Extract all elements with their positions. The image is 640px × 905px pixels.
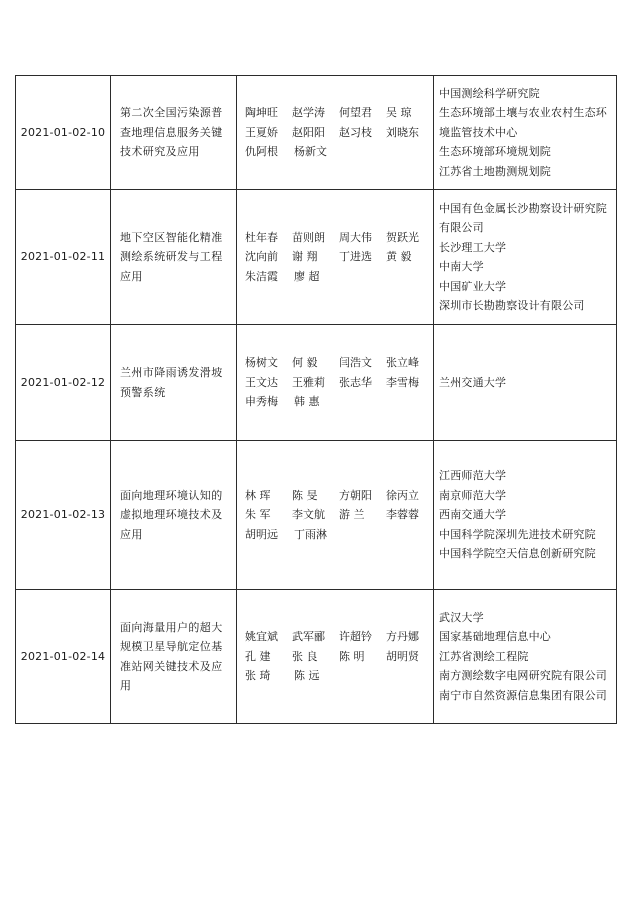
organization: 中国有色金属长沙勘察设计研究院有限公司 [439, 201, 607, 234]
completer-name: 杜年春 [245, 230, 278, 244]
completer-name: 何望君 [339, 106, 372, 120]
project-title: 面向海量用户的超大规模卫星导航定位基准站网关键技术及应用 [111, 590, 237, 724]
completer-name: 胡明远 [245, 527, 278, 541]
completers-line [245, 103, 433, 123]
completers-line [245, 228, 433, 248]
project-title: 地下空区智能化精准测绘系统研发与工程应用 [111, 190, 237, 325]
project-id: 2021-01-02-12 [16, 325, 111, 441]
completers-line [245, 267, 433, 287]
completer-name: 丁进选 [339, 250, 372, 264]
completer-name: 王夏娇 [245, 125, 278, 139]
project-id: 2021-01-02-11 [16, 190, 111, 325]
organizations-cell [434, 190, 617, 325]
completer-name: 陈 旻 [292, 488, 318, 502]
completers-cell [237, 590, 434, 724]
completer-name: 申秀梅 [245, 395, 278, 409]
organization: 深圳市长勘勘察设计有限公司 [439, 299, 585, 312]
completer-name: 徐丙立 [386, 488, 419, 502]
completer-name: 陈 远 [294, 669, 320, 683]
completer-name: 苗则朗 [292, 230, 325, 244]
completer-name: 仇阿根 [245, 145, 278, 159]
completers-cell [237, 76, 434, 190]
project-title: 第二次全国污染源普查地理信息服务关键技术研究及应用 [111, 76, 237, 190]
completer-name: 游 兰 [339, 508, 365, 522]
completer-name: 李蓉蓉 [386, 508, 419, 522]
completers-line [245, 505, 433, 525]
table-row [16, 76, 617, 190]
table-row [16, 590, 617, 724]
completer-name: 谢 翔 [292, 250, 318, 264]
completers-line [245, 666, 433, 686]
organization: 南京师范大学 [439, 488, 507, 502]
organization: 南宁市自然资源信息集团有限公司 [439, 688, 607, 702]
completers-line [245, 247, 433, 267]
completer-name: 胡明贤 [386, 649, 419, 663]
project-title: 兰州市降雨诱发滑坡预警系统 [111, 325, 237, 441]
completer-name: 沈向前 [245, 250, 278, 264]
completer-name: 张 良 [292, 649, 318, 663]
completer-name: 闫浩文 [339, 356, 372, 370]
completer-name: 王雅莉 [292, 375, 325, 389]
organizations-cell [434, 325, 617, 441]
completer-name: 赵学涛 [292, 106, 325, 120]
completers-line [245, 525, 433, 545]
completers-cell [237, 325, 434, 441]
completer-name: 赵习枝 [339, 125, 372, 139]
organization: 西南交通大学 [439, 508, 507, 522]
organization: 生态环境部土壤与农业农村生态环境监管技术中心 [439, 106, 607, 139]
organization: 中南大学 [439, 260, 484, 273]
completer-name: 朱洁霞 [245, 269, 278, 283]
completer-name: 孔 建 [245, 649, 271, 663]
completer-name: 李雪梅 [386, 375, 419, 389]
completer-name: 张 琦 [245, 669, 271, 683]
organizations-cell [434, 441, 617, 590]
organizations-cell [434, 76, 617, 190]
completer-name: 贺跃光 [386, 230, 419, 244]
completer-name: 吴 琼 [386, 106, 412, 120]
awards-table [15, 75, 617, 724]
organization: 国家基础地理信息中心 [439, 630, 551, 644]
completer-name: 武军郦 [292, 630, 325, 644]
completers-cell [237, 190, 434, 325]
project-id: 2021-01-02-10 [16, 76, 111, 190]
organization: 南方测绘数字电网研究院有限公司 [439, 669, 607, 683]
completer-name: 陶坤旺 [245, 106, 278, 120]
completer-name: 赵阳阳 [292, 125, 325, 139]
organization: 中国矿业大学 [439, 279, 507, 293]
completer-name: 何 毅 [292, 356, 318, 370]
completer-name: 林 珲 [245, 488, 271, 502]
project-id: 2021-01-02-13 [16, 441, 111, 590]
completers-line [245, 373, 433, 393]
completer-name: 王文达 [245, 375, 278, 389]
completer-name: 廖 超 [294, 269, 320, 283]
completer-name: 杨树文 [245, 356, 278, 370]
organization: 长沙理工大学 [439, 240, 507, 254]
completers-line [245, 627, 433, 647]
completer-name: 姚宜斌 [245, 630, 278, 644]
completer-name: 李文航 [292, 508, 325, 522]
completer-name: 刘晓东 [386, 125, 419, 139]
completers-cell [237, 441, 434, 590]
organization: 江苏省测绘工程院 [439, 649, 529, 663]
completers-line [245, 392, 433, 412]
completer-name: 朱 军 [245, 508, 271, 522]
completer-name: 韩 惠 [294, 395, 320, 409]
completer-name: 陈 明 [339, 649, 365, 663]
table-row [16, 325, 617, 441]
organization: 兰州交通大学 [439, 375, 507, 389]
completer-name: 方朝阳 [339, 488, 372, 502]
organization: 生态环境部环境规划院 [439, 145, 551, 159]
completer-name: 周大伟 [339, 230, 372, 244]
completer-name: 丁雨淋 [294, 527, 327, 541]
completers-line [245, 647, 433, 667]
project-id: 2021-01-02-14 [16, 590, 111, 724]
table-row [16, 190, 617, 325]
completer-name: 张志华 [339, 375, 372, 389]
organizations-cell [434, 590, 617, 724]
completers-line [245, 486, 433, 506]
completer-name: 许超钤 [339, 630, 372, 644]
completers-line [245, 142, 433, 162]
project-title: 面向地理环境认知的虚拟地理环境技术及应用 [111, 441, 237, 590]
completers-line [245, 353, 433, 373]
completer-name: 方丹娜 [386, 630, 419, 644]
completer-name: 黄 毅 [386, 250, 412, 264]
organization: 中国测绘科学研究院 [439, 86, 540, 100]
table-row [16, 441, 617, 590]
organization: 江西师范大学 [439, 469, 507, 483]
completer-name: 杨新文 [294, 145, 327, 159]
completers-line [245, 123, 433, 143]
organization: 中国科学院空天信息创新研究院 [439, 547, 596, 561]
completer-name: 张立峰 [386, 356, 419, 370]
organization: 武汉大学 [439, 610, 484, 624]
organization: 中国科学院深圳先进技术研究院 [439, 527, 596, 541]
organization: 江苏省土地勘测规划院 [439, 164, 551, 178]
